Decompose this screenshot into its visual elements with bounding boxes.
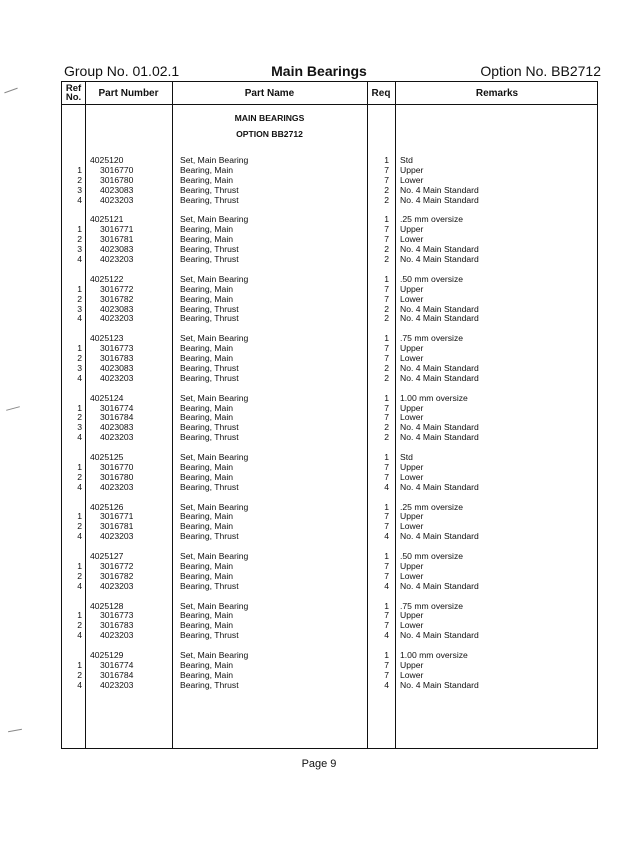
part-number: 3016782 <box>100 570 134 581</box>
table-row <box>62 680 599 690</box>
part-number: 4023083 <box>100 303 134 314</box>
part-name: Bearing, Thrust <box>180 481 239 492</box>
table-row <box>62 620 599 630</box>
part-name: Bearing, Main <box>180 293 234 304</box>
part-number: 3016770 <box>100 164 134 175</box>
table-row <box>62 581 599 591</box>
part-name-header: Part Name <box>244 87 295 99</box>
table-row <box>62 630 599 640</box>
req-qty: 1 <box>384 501 389 512</box>
table-row <box>62 551 599 561</box>
remarks: No. 4 Main Standard <box>400 184 479 195</box>
table-row <box>62 155 599 165</box>
table-row <box>62 185 599 195</box>
part-number: 4023203 <box>100 194 134 205</box>
part-name: Bearing, Main <box>180 521 234 532</box>
part-number: 4023203 <box>100 580 134 591</box>
part-name: Bearing, Thrust <box>180 254 239 264</box>
req-qty: 7 <box>384 620 389 631</box>
part-number: 4023203 <box>100 531 134 542</box>
table-row <box>62 165 599 175</box>
remarks: No. 4 Main Standard <box>400 313 479 324</box>
req-qty: 1 <box>384 333 389 344</box>
table-row <box>62 214 599 224</box>
ref-number: 4 <box>77 432 82 443</box>
remarks: .25 mm oversize <box>400 214 464 225</box>
part-name: Set, Main Bearing <box>180 452 249 462</box>
part-name: Bearing, Main <box>180 620 234 631</box>
part-number: 3016774 <box>100 659 134 670</box>
req-qty: 7 <box>384 412 389 423</box>
remarks: No. 4 Main Standard <box>400 481 479 492</box>
req-qty: 7 <box>384 224 389 235</box>
part-number: 3016781 <box>100 234 134 245</box>
page-title: Main Bearings <box>271 63 367 79</box>
header-divider <box>62 104 597 105</box>
req-qty: 2 <box>384 372 389 383</box>
part-name: Bearing, Thrust <box>180 679 239 690</box>
req-qty: 7 <box>384 659 389 670</box>
part-number: 3016774 <box>100 402 134 413</box>
table-row <box>62 403 599 413</box>
remarks: No. 4 Main Standard <box>400 254 479 264</box>
part-number: 3016771 <box>100 224 134 235</box>
table-row <box>62 521 599 531</box>
remarks: No. 4 Main Standard <box>400 194 479 205</box>
part-name: Bearing, Main <box>180 283 234 294</box>
part-number: 3016773 <box>100 343 134 354</box>
remarks: .75 mm oversize <box>400 600 464 611</box>
req-qty: 7 <box>384 234 389 245</box>
table-row <box>62 531 599 541</box>
req-qty: 4 <box>384 679 389 690</box>
req-qty: 1 <box>384 600 389 611</box>
remarks: Upper <box>400 511 424 522</box>
part-name: Bearing, Main <box>180 560 234 571</box>
part-number: 4025124 <box>90 392 124 403</box>
ref-number: 1 <box>77 343 82 354</box>
part-name: Bearing, Thrust <box>180 313 239 324</box>
ref-number: 1 <box>77 224 82 235</box>
ref-number: 2 <box>77 412 82 423</box>
remarks: Lower <box>400 669 424 680</box>
part-number: 3016771 <box>100 511 134 522</box>
remarks: Upper <box>400 610 424 621</box>
remarks: Lower <box>400 353 424 363</box>
part-name: Bearing, Main <box>180 224 234 235</box>
table-row <box>62 422 599 432</box>
ref-number: 1 <box>77 283 82 294</box>
part-name: Bearing, Main <box>180 174 234 185</box>
part-number: 3016772 <box>100 283 134 294</box>
remarks: No. 4 Main Standard <box>400 372 479 383</box>
scan-mark <box>4 88 17 94</box>
req-qty: 7 <box>384 669 389 680</box>
req-qty: 7 <box>384 560 389 571</box>
remarks: No. 4 Main Standard <box>400 580 479 591</box>
part-name: Bearing, Thrust <box>180 630 239 641</box>
remarks: Lower <box>400 174 424 185</box>
part-number: 3016783 <box>100 620 134 631</box>
ref-header-top: Ref <box>65 83 82 94</box>
part-number-header: Part Number <box>98 87 159 99</box>
ref-number: 4 <box>77 481 82 492</box>
req-qty: 1 <box>384 551 389 561</box>
table-row <box>62 333 599 343</box>
table-row <box>62 195 599 205</box>
ref-number: 4 <box>77 679 82 690</box>
part-name: Bearing, Main <box>180 511 234 522</box>
req-qty: 7 <box>384 461 389 472</box>
table-row <box>62 393 599 403</box>
section-option: OPTION BB2712 <box>236 129 303 139</box>
part-name: Bearing, Thrust <box>180 432 239 443</box>
table-row <box>62 244 599 254</box>
table-row <box>62 353 599 363</box>
remarks: Std <box>400 452 413 462</box>
table-row <box>62 482 599 492</box>
ref-number: 2 <box>77 234 82 245</box>
table-row <box>62 254 599 264</box>
part-name: Set, Main Bearing <box>180 650 249 660</box>
ref-number: 2 <box>77 293 82 304</box>
req-qty: 7 <box>384 570 389 581</box>
part-name: Bearing, Main <box>180 570 234 581</box>
ref-number: 2 <box>77 669 82 680</box>
part-name: Set, Main Bearing <box>180 214 249 225</box>
remarks: Upper <box>400 402 424 413</box>
req-qty: 1 <box>384 392 389 403</box>
req-qty: 7 <box>384 343 389 354</box>
table-row <box>62 601 599 611</box>
table-row <box>62 274 599 284</box>
req-qty: 2 <box>384 244 389 255</box>
part-name: Bearing, Thrust <box>180 303 239 314</box>
remarks: No. 4 Main Standard <box>400 630 479 641</box>
part-name: Bearing, Main <box>180 343 234 354</box>
remarks: Upper <box>400 164 424 175</box>
part-number: 4025127 <box>90 551 124 561</box>
req-qty: 2 <box>384 362 389 373</box>
table-row <box>62 224 599 234</box>
req-qty: 2 <box>384 422 389 433</box>
part-number: 3016782 <box>100 293 134 304</box>
remarks: No. 4 Main Standard <box>400 422 479 433</box>
req-qty: 1 <box>384 650 389 660</box>
ref-number: 2 <box>77 174 82 185</box>
part-number: 4023203 <box>100 254 134 264</box>
table-row <box>62 313 599 323</box>
req-qty: 1 <box>384 214 389 225</box>
part-name: Bearing, Main <box>180 461 234 472</box>
ref-number: 2 <box>77 353 82 363</box>
part-name: Bearing, Main <box>180 610 234 621</box>
remarks: Lower <box>400 570 424 581</box>
ref-number: 1 <box>77 610 82 621</box>
part-number: 3016780 <box>100 174 134 185</box>
remarks: Upper <box>400 659 424 670</box>
part-number: 4023203 <box>100 679 134 690</box>
part-name: Set, Main Bearing <box>180 155 249 165</box>
req-qty: 7 <box>384 174 389 185</box>
req-qty: 1 <box>384 273 389 284</box>
remarks: Upper <box>400 283 424 294</box>
ref-number: 4 <box>77 580 82 591</box>
part-number: 4025125 <box>90 452 124 462</box>
remarks: 1.00 mm oversize <box>400 392 468 403</box>
table-row <box>62 304 599 314</box>
req-header: Req <box>371 87 391 99</box>
table-row <box>62 452 599 462</box>
remarks: Upper <box>400 461 424 472</box>
table-row <box>62 412 599 422</box>
remarks: .25 mm oversize <box>400 501 464 512</box>
req-qty: 1 <box>384 452 389 462</box>
part-number: 4025120 <box>90 155 124 165</box>
table-row <box>62 660 599 670</box>
table-row <box>62 561 599 571</box>
ref-number: 3 <box>77 244 82 255</box>
ref-no-header <box>62 82 85 104</box>
req-qty: 4 <box>384 580 389 591</box>
part-number: 3016773 <box>100 610 134 621</box>
req-qty: 1 <box>384 155 389 165</box>
part-name: Bearing, Thrust <box>180 244 239 255</box>
ref-number: 2 <box>77 471 82 482</box>
part-number: 4023203 <box>100 481 134 492</box>
part-number: 4025122 <box>90 273 124 284</box>
ref-number: 3 <box>77 362 82 373</box>
table-row <box>62 670 599 680</box>
ref-number: 1 <box>77 164 82 175</box>
req-qty: 2 <box>384 194 389 205</box>
ref-number: 3 <box>77 184 82 195</box>
remarks: No. 4 Main Standard <box>400 303 479 314</box>
part-name: Bearing, Thrust <box>180 372 239 383</box>
part-name: Set, Main Bearing <box>180 273 249 284</box>
part-name: Bearing, Main <box>180 353 234 363</box>
remarks: Lower <box>400 521 424 532</box>
table-row <box>62 511 599 521</box>
part-name: Bearing, Main <box>180 669 234 680</box>
ref-number: 4 <box>77 372 82 383</box>
ref-number: 2 <box>77 570 82 581</box>
remarks: No. 4 Main Standard <box>400 679 479 690</box>
table-row <box>62 571 599 581</box>
table-row <box>62 363 599 373</box>
ref-number: 4 <box>77 194 82 205</box>
req-qty: 7 <box>384 283 389 294</box>
req-qty: 7 <box>384 511 389 522</box>
req-qty: 7 <box>384 164 389 175</box>
ref-number: 2 <box>77 521 82 532</box>
remarks: Std <box>400 155 413 165</box>
scan-mark <box>8 729 22 732</box>
remarks: .75 mm oversize <box>400 333 464 344</box>
part-name: Bearing, Thrust <box>180 531 239 542</box>
remarks: Lower <box>400 471 424 482</box>
ref-number: 1 <box>77 461 82 472</box>
part-number: 3016772 <box>100 560 134 571</box>
table-row <box>62 373 599 383</box>
part-number: 4025121 <box>90 214 124 225</box>
remarks: Lower <box>400 234 424 245</box>
page-number: Page 9 <box>301 758 337 770</box>
part-name: Bearing, Thrust <box>180 580 239 591</box>
part-number: 4025128 <box>90 600 124 611</box>
section-title: MAIN BEARINGS <box>234 113 305 123</box>
remarks: No. 4 Main Standard <box>400 531 479 542</box>
part-number: 3016781 <box>100 521 134 532</box>
group-number: Group No. 01.02.1 <box>64 63 180 79</box>
remarks: .50 mm oversize <box>400 551 464 561</box>
req-qty: 4 <box>384 481 389 492</box>
part-name: Bearing, Main <box>180 471 234 482</box>
ref-number: 1 <box>77 402 82 413</box>
req-qty: 7 <box>384 471 389 482</box>
part-number: 3016783 <box>100 353 134 363</box>
part-name: Bearing, Thrust <box>180 362 239 373</box>
part-number: 4023083 <box>100 184 134 195</box>
remarks: .50 mm oversize <box>400 273 464 284</box>
req-qty: 4 <box>384 531 389 542</box>
remarks: No. 4 Main Standard <box>400 362 479 373</box>
req-qty: 2 <box>384 303 389 314</box>
part-number: 4025123 <box>90 333 124 344</box>
part-name: Bearing, Main <box>180 412 234 423</box>
part-name: Set, Main Bearing <box>180 551 249 561</box>
ref-number: 3 <box>77 422 82 433</box>
part-number: 4023203 <box>100 313 134 324</box>
ref-number: 1 <box>77 659 82 670</box>
parts-table <box>61 81 598 749</box>
remarks: No. 4 Main Standard <box>400 432 479 443</box>
req-qty: 2 <box>384 432 389 443</box>
ref-number: 4 <box>77 630 82 641</box>
req-qty: 7 <box>384 402 389 413</box>
table-row <box>62 284 599 294</box>
part-name: Bearing, Thrust <box>180 184 239 195</box>
part-number: 4023203 <box>100 432 134 443</box>
remarks: Lower <box>400 620 424 631</box>
req-qty: 2 <box>384 313 389 324</box>
req-qty: 2 <box>384 254 389 264</box>
remarks: Upper <box>400 224 424 235</box>
ref-number: 2 <box>77 620 82 631</box>
ref-header-bottom: No. <box>65 92 82 103</box>
ref-number: 4 <box>77 313 82 324</box>
table-row <box>62 294 599 304</box>
part-number: 4023203 <box>100 372 134 383</box>
part-name: Bearing, Main <box>180 164 234 175</box>
part-name: Bearing, Main <box>180 659 234 670</box>
part-number: 4023083 <box>100 362 134 373</box>
part-number: 3016784 <box>100 669 134 680</box>
table-row <box>62 610 599 620</box>
table-row <box>62 462 599 472</box>
table-row <box>62 175 599 185</box>
remarks: Upper <box>400 343 424 354</box>
remarks-header: Remarks <box>475 87 519 99</box>
req-qty: 2 <box>384 184 389 195</box>
part-name: Bearing, Thrust <box>180 422 239 433</box>
remarks: Lower <box>400 412 424 423</box>
req-qty: 7 <box>384 353 389 363</box>
part-name: Set, Main Bearing <box>180 501 249 512</box>
req-qty: 7 <box>384 521 389 532</box>
part-name: Set, Main Bearing <box>180 333 249 344</box>
part-number: 4023083 <box>100 244 134 255</box>
part-number: 3016770 <box>100 461 134 472</box>
part-name: Set, Main Bearing <box>180 392 249 403</box>
remarks: Lower <box>400 293 424 304</box>
part-number: 3016784 <box>100 412 134 423</box>
part-number: 4023203 <box>100 630 134 641</box>
table-row <box>62 234 599 244</box>
part-number: 4025129 <box>90 650 124 660</box>
part-name: Bearing, Main <box>180 402 234 413</box>
ref-number: 1 <box>77 560 82 571</box>
ref-number: 4 <box>77 531 82 542</box>
part-number: 4025126 <box>90 501 124 512</box>
option-number: Option No. BB2712 <box>480 63 601 79</box>
remarks: Upper <box>400 560 424 571</box>
ref-number: 3 <box>77 303 82 314</box>
table-row <box>62 502 599 512</box>
part-name: Bearing, Main <box>180 234 234 245</box>
part-name: Bearing, Thrust <box>180 194 239 205</box>
ref-number: 4 <box>77 254 82 264</box>
ref-number: 1 <box>77 511 82 522</box>
table-row <box>62 432 599 442</box>
part-name: Set, Main Bearing <box>180 600 249 611</box>
table-row <box>62 343 599 353</box>
req-qty: 7 <box>384 610 389 621</box>
remarks: 1.00 mm oversize <box>400 650 468 660</box>
scan-mark <box>6 406 20 411</box>
req-qty: 4 <box>384 630 389 641</box>
part-number: 4023083 <box>100 422 134 433</box>
req-qty: 7 <box>384 293 389 304</box>
table-row <box>62 472 599 482</box>
part-number: 3016780 <box>100 471 134 482</box>
remarks: No. 4 Main Standard <box>400 244 479 255</box>
table-row <box>62 650 599 660</box>
